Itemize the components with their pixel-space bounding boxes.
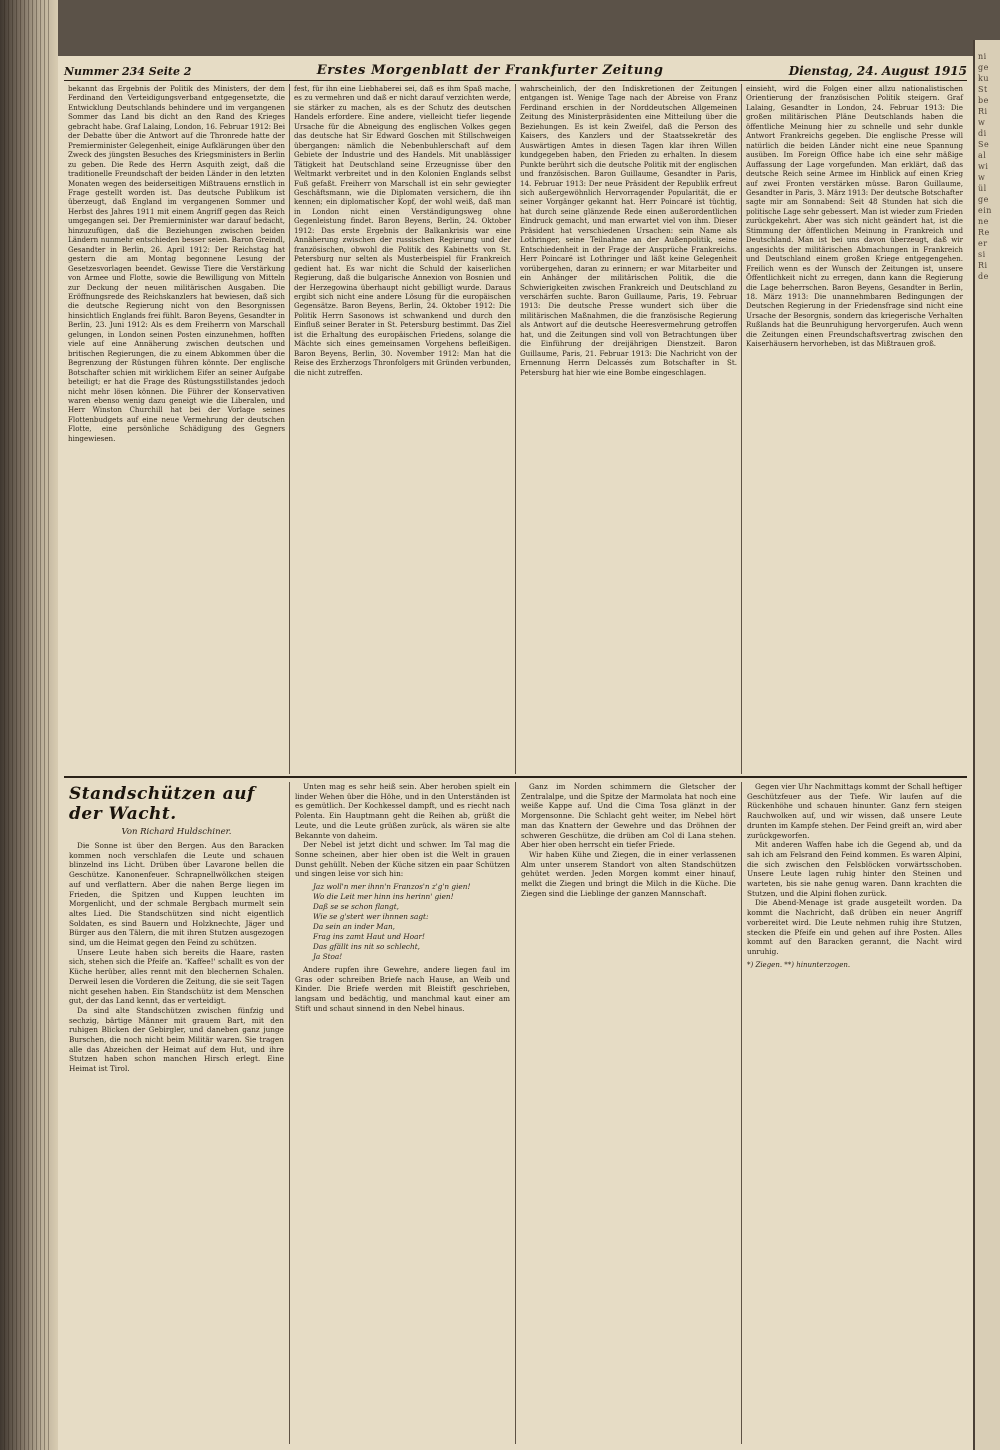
feuilleton-paragraph: Unsere Leute haben sich bereits die Haare, rasten sich, stehen sich die Pfeife an. 'Kaffee!' schallt es von der Küche herüber, alles rennt mit den blechernen Schalen. Derweil lesen die Vorderen die Zeitung, die sie seit Tagen nicht gesehen haben. Ein Standschütz ist dem Menschen gut, der das Land kennt, das er verteidigt. (69, 947, 284, 1006)
article-column-3 (516, 84, 742, 774)
feuilleton-paragraph: Der Nebel ist jetzt dicht und schwer. Im Tal mag die Sonne scheinen, aber hier oben ist die Welt in grauen Dunst gehüllt. Neben der Küche sitzen ein paar Schützen und singen leise vor sich hin: (295, 840, 510, 879)
feuilleton-paragraph: Mit anderen Waffen habe ich die Gegend ab, und da sah ich am Felsrand den Feind kommen. Es waren Alpini, die sich zwischen den Felsblöcken vorwärtsschoben. Unsere Leute lagen ruhig hinter den Steinen und warteten, bis sie nahe genug waren. Dann krachten die Stutzen, und die Alpini flohen zurück. (747, 840, 962, 898)
feuilleton-divider (64, 776, 967, 778)
column-text: einsieht, wird die Folgen einer allzu nationalistischen Orientierung der französischen Politik steigern. Graf Lalaing, Gesandter in London, 24. Februar 1913: Die großen militärischen Pläne Deutschlands haben die öffentliche Meinung hier zu schnelle und sehr dunkle Antwort Frankreichs gegeben. Die englische Presse will natürlich die beiden Länder nicht eine neue Spannung ausüben. Im Foreign Office habe ich eine sehr mäßige Auffassung der Lage vorgefunden. Man erklärt, daß das deutsche Reich seine Armee im Hinblick auf einen Krieg auf zwei Fronten verstärken müsse. Baron Guillaume, Gesandter in Paris, 3. März 1913: Der deutsche Botschafter sagte mir am Sonnabend: Seit 48 Stunden hat sich die politische Lage sehr gebessert. Man ist wieder zum Frieden zurückgekehrt. Aber was sich nicht geändert hat, ist die Stimmung der öffentlichen Meinung in Frankreich und Deutschland. Man ist bei uns davon überzeugt, daß wir angesichts der militärischen Abmachungen in Frankreich und Deutschland einem großen Kriege entgegengehen. Freilich wenn es der Wunsch der Zeitungen ist, unsere Öffentlichkeit nicht zu erregen, dann kann die Regierung die Lage beherrschen. Baron Beyens, Gesandter in Berlin, 18. März 1913: Die unannehmbaren Bedingungen der Deutschen Regierung in der Friedensfrage sind nicht eine Ursache der Besorgnis, sondern das kriegerische Verhalten Rußlands hat die Beunruhigung hervorgerufen. Auch wenn die Zeitungen einen Freundschaftsvertrag zwischen den Kaiserhäusern hervorheben, ist das Mißtrauen groß. (746, 84, 963, 349)
page-header (64, 60, 967, 81)
feuilleton-column-1 (64, 782, 290, 1444)
column-text: fest, für ihn eine Liebhaberei sei, daß es ihm Spaß mache, es zu vermehren und daß er nicht darauf verzichten werde, sie stärker zu machen, als es der Schutz des deutschen Handels erfordere. Eine andere, vielleicht tiefer liegende Ursache für die Abneigung des englischen Volkes gegen das deutsche hat Sir Edward Goschen mit Stillschweigen übergangen: nämlich die Nebenbuhlerschaft auf dem Gebiete der Industrie und des Handels. Mit unablässiger Tätigkeit hat Deutschland seine Erzeugnisse über den Weltmarkt verbreitet und in den Kolonien Englands selbst Fuß gefaßt. Freiherr von Marschall ist ein sehr gewiegter Geschäftsmann, wie die Diplomaten versichern, die ihn kennen; ein diplomatischer Kopf, der wohl weiß, daß man in London nicht einen Verständigungsweg ohne Gegenleistung findet. Baron Beyens, Berlin, 24. Oktober 1912: Das erste Ergebnis der Balkankrisis war eine Annäherung zwischen der russischen Regierung und der französischen, obwohl die Politik des Kabinetts von St. Petersburg nur selten als Musterbeispiel für Frankreich gedient hat. Es war nicht die Schuld der kaiserlichen Regierung, daß die bulgarische Annexion von Bosnien und der Herzegowina überhaupt nicht gebilligt wurde. Daraus ergibt sich nicht eine andere Lösung für die europäischen Gegensätze. Baron Beyens, Berlin, 24. Oktober 1912: Die Politik Herrn Sasonows ist schwankend und durch den Einfluß seiner Berater in St. Petersburg bestimmt. Das Ziel ist die Erhaltung des europäischen Friedens, solange die Mächte sich eines gemeinsamen Vorgehens befleißigen. Baron Beyens, Berlin, 30. November 1912: Man hat die Reise des Erzherzogs Thronfolgers mit Gründen verbunden, die nicht zutreffen. (294, 84, 511, 377)
verse-line: Jaz woll'n mer ihnn'n Franzos'n z'g'n gien! (313, 882, 471, 892)
feuilleton-column-4 (742, 782, 967, 1444)
adjacent-page-edge (973, 40, 1000, 1450)
verse-line: Daß se se schon flangt, (313, 902, 399, 912)
article-columns (64, 84, 967, 774)
feuilleton-paragraph: Ganz im Norden schimmern die Gletscher der Zentralalpe, und die Spitze der Marmolata hat noch eine weiße Kappe auf. Und die Cima Tosa glänzt in der Morgensonne. Die Schlacht geht weiter, im Nebel hört man das Knattern der Gewehre und das Dröhnen der schweren Geschütze, die drüben am Col di Lana stehen. Aber hier oben herrscht ein tiefer Friede. (521, 782, 736, 850)
book-binding-edge (0, 0, 58, 1450)
binding-stitch-lines (4, 0, 50, 1450)
article-column-2 (290, 84, 516, 774)
verse-line: Wie se g'stert wer ihnnen sagt: (313, 912, 429, 922)
verse-line: Frag ins zamt Haut und Hoar! (313, 932, 425, 942)
feuilleton-paragraph: Da sind alte Standschützen zwischen fünfzig und sechzig, bärtige Männer mit grauem Bart, mit den ruhigen Blicken der Gebirgler, und daneben ganz junge Burschen, die noch nicht beim Militär waren. Sie tragen alle das Abzeichen der Heimat auf dem Hut, und ihre Stutzen haben schon manchen Hirsch erlegt. Eine Heimat ist Tirol. (69, 1005, 284, 1074)
masthead-title: Erstes Morgenblatt der Frankfurter Zeitung (316, 63, 664, 78)
footnote: *) Ziegen. **) hinunterzogen. (747, 960, 851, 969)
feuilleton-title: Standschützen auf der Wacht. (69, 784, 255, 824)
dialect-song (313, 882, 510, 962)
verse-line: Wo die Leit mer hinn ins herinn' gien! (313, 892, 454, 902)
adjacent-page-text-fragment: ni ge ku St be Ri w di Se al wi w ül ge ein ne Re er si Ri de (978, 52, 992, 281)
column-text: bekannt das Ergebnis der Politik des Ministers, der dem Ferdinand den Verteidigungsverband entgegensetzte, die Entwicklung Deutschlands behindere und im vergangenen Sommer das Land bis dicht an den Rand des Krieges gebracht habe. Graf Lalaing, London, 16. Februar 1912: Bei der Debatte über die Antwort auf die Thronrede hatte der Premierminister Gelegenheit, einige Aufklärungen über den Zweck des jüngsten Besuches des Kriegsministers in Berlin zu geben. Die Rede des Herrn Asquith zeigt, daß die traditionelle Freundschaft der beiden Länder in den letzten Monaten wegen des beiderseitigen Mißtrauens ernstlich in Frage gestellt worden ist. Das deutsche Publikum ist überzeugt, daß England im vergangenen Sommer und Herbst des Jahres 1911 mit einem Angriff gegen das Reich umgegangen sei. Der Premierminister war darauf bedacht, hinzuzufügen, daß die Beziehungen zwischen beiden Ländern nunmehr entschieden besser seien. Baron Greindl, Gesandter in Berlin, 26. April 1912: Der Reichstag hat gestern die am Montag begonnene Lesung der Gesetzesvorlagen beendet. Gewisse Tiere die Verstärkung von Armee und Flotte, sowie die Bewilligung von Mitteln zur Deckung der neuen militärischen Ausgaben. Die Eröffnungsrede des Reichskanzlers hat bewiesen, daß sich die deutsche Regierung nicht von den Besorgnissen hinsichtlich Englands frei fühlt. Baron Beyens, Gesandter in Berlin, 23. Juni 1912: Als es dem Freiherrn von Marschall gelungen, in London seinen Posten einzunehmen, hofften viele auf eine Annäherung zwischen deutschen und britischen Regierungen, die zu einem Abkommen über die Begrenzung der Rüstungen führen könnte. Der englische Botschafter schien mit wirklichem Eifer an seiner Aufgabe beteiligt; er hat die Frage des Rüstungsstillstandes jedoch nicht mehr lösen können. Die Führer der Konservativen waren ebenso wenig dazu geneigt wie die Liberalen, und Herr Winston Churchill hat bei der Vorlage seines Flottenbudgets auf eine neue Vermehrung der deutschen Flotte, eine persönliche Schädigung des Gegners hingewiesen. (68, 84, 285, 443)
feuilleton-paragraph: Die Abend-Menage ist grade ausgeteilt worden. Da kommt die Nachricht, daß drüben ein neuer Angriff vorbereitet wird. Die Leute nehmen ruhig ihre Stutzen, stecken die Pfeife ein und gehen auf ihre Posten. Alles kommt auf den Baracken gerannt, die Nacht wird unruhig. (747, 898, 962, 956)
feuilleton-section (64, 782, 967, 1444)
newspaper-page (58, 56, 973, 1450)
feuilleton-paragraph: Gegen vier Uhr Nachmittags kommt der Schall heftiger Geschützfeuer aus der Tiefe. Wir laufen auf die Rückenhöhe und schauen hinunter. Ganz fern steigen Rauchwolken auf, und wir wissen, daß unsere Leute drunten im Kampfe stehen. Der Feind greift an, wird aber zurückgeworfen. (747, 782, 962, 840)
feuilleton-column-3 (516, 782, 742, 1444)
article-column-4 (742, 84, 967, 774)
feuilleton-paragraph: Wir haben Kühe und Ziegen, die in einer verlassenen Alm unter unserem Standort von alten Standschützen gehütet werden. Jeden Morgen kommt einer hinauf, melkt die Ziegen und bringt die Milch in die Küche. Die Ziegen sind die Lieblinge der ganzen Mannschaft. (521, 849, 736, 898)
feuilleton-author: Von Richard Huldschiner. (121, 827, 232, 837)
verse-line: Da sein an inder Man, (313, 922, 395, 932)
feuilleton-paragraph: Andere rupfen ihre Gewehre, andere liegen faul im Gras oder schreiben Briefe nach Hause, an Weib und Kinder. Die Briefe werden mit Bleistift geschrieben, langsam und bedächtig, und manchmal kaut einer am Stift und schaut sinnend in den Nebel hinaus. (295, 965, 510, 1013)
verse-line: Das gfällt ins nit so schlecht, (313, 942, 420, 952)
feuilleton-paragraph: Die Sonne ist über den Bergen. Aus den Baracken kommen noch verschlafen die Leute und schauen blinzelnd ins Licht. Drüben über Lavarone bellen die Geschütze. Kanonenfeuer. Schrapnellwölkchen steigen auf und verflattern. Aber die nahen Berge liegen im Frieden, die Spitzen und Kuppen leuchten im Morgenlicht, und der schmale Bergbach murmelt sein altes Lied. Die Standschützen sind nicht eigentlich Soldaten, es sind Bauern und Holzknechte, Jäger und Bürger aus den Tälern, die mit ihren Stutzen ausgezogen sind, um die Heimat gegen den Feind zu schützen. (69, 841, 284, 948)
feuilleton-column-2 (290, 782, 516, 1444)
verse-line: Ja Stoa! (313, 952, 343, 962)
issue-number: Nummer 234 Seite 2 (64, 65, 192, 78)
issue-date: Dienstag, 24. August 1915 (788, 64, 967, 78)
column-text: wahrscheinlich, der den Indiskretionen der Zeitungen entgangen ist. Wenige Tage nach der Abreise von Franz Ferdinand erschien in der Norddeutschen Allgemeinen Zeitung des Ministerpräsidenten eine Mitteilung über die Beziehungen. Es ist kein Zweifel, daß die Person des Kaisers, des Kanzlers und der Staatssekretär des Auswärtigen Amtes in diesen Tagen klar ihren Willen kundgegeben haben, den Frieden zu erhalten. In diesem Punkte berührt sich die deutsche Politik mit der englischen und französischen. Baron Guillaume, Gesandter in Paris, 14. Februar 1913: Der neue Präsident der Republik erfreut sich außergewöhnlich Hervorragender Popularität, die er seiner Vorgänger gekannt hat. Herr Poincaré ist tüchtig, hat durch seine glänzende Rede einen außerordentlichen Eindruck gemacht, und man erwartet viel von ihm. Dieser Präsident hat verschiedenen Ursachen: sein Name als Lothringer, seine Teilnahme an der Außenpolitik, seine Entschiedenheit in der Frage der Ansprüche Frankreichs. Herr Poincaré ist Lothringer und läßt keine Gelegenheit vorübergehen, daran zu erinnern; er war Mitarbeiter und ein Anhänger der militärischen Politik, die die Schwierigkeiten zwischen Frankreich und Deutschland zu verschärfen suchte. Baron Guillaume, Paris, 19. Februar 1913: Die deutsche Presse wundert sich über die militärischen Maßnahmen, die die französische Regierung als Antwort auf die deutsche Heeresvermehrung getroffen hat, und die Zeitungen sind voll von Betrachtungen über die Einführung der dreijährigen Dienstzeit. Baron Guillaume, Paris, 21. Februar 1913: Die Nachricht von der Ernennung Herrn Delcassés zum Botschafter in St. Petersburg hat hier wie eine Bombe eingeschlagen. (520, 84, 737, 377)
feuilleton-paragraph: Unten mag es sehr heiß sein. Aber heroben spielt ein linder Wehen über die Höhe, und in den Unterständen ist es gemütlich. Der Kochkessel dampft, und es riecht nach Polenta. Ein Hauptmann geht die Reihen ab, grüßt die Leute, und die Leute grüßen zurück, als wären sie alte Bekannte von daheim. (295, 782, 510, 840)
article-column-1 (64, 84, 290, 774)
